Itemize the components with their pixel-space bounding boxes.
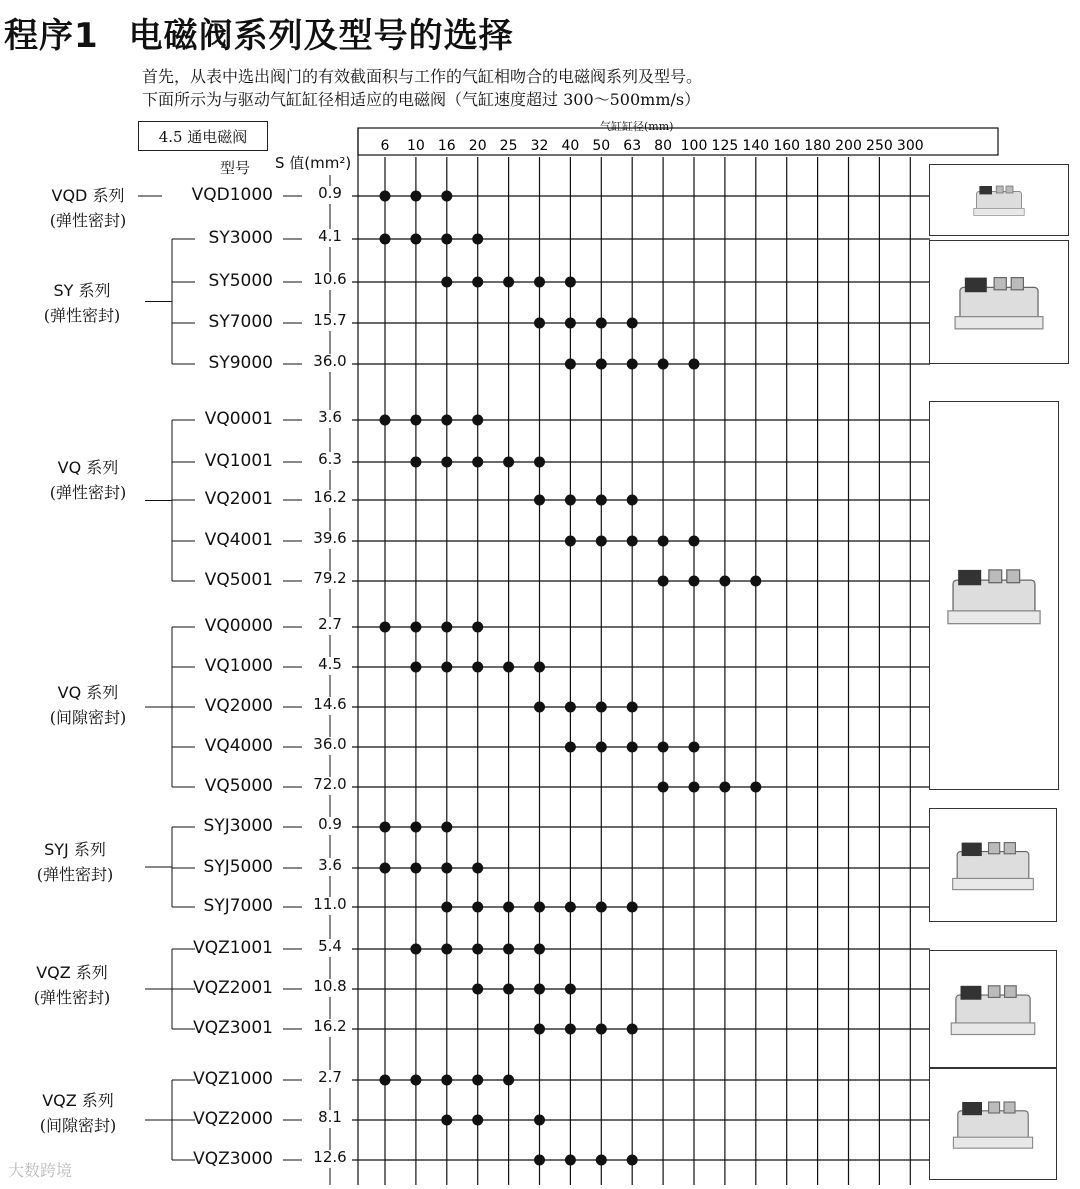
bore-match-dot (565, 318, 576, 329)
s-value: 3.6 (318, 856, 342, 874)
model-label: VQ4000 (204, 736, 273, 756)
bore-match-dot (472, 944, 483, 955)
series-seal-note: (弹性密封) (43, 306, 121, 325)
bore-match-dot (750, 576, 761, 587)
bore-match-dot (565, 984, 576, 995)
bore-match-dot (750, 782, 761, 793)
bore-tick-label: 50 (592, 138, 611, 154)
bore-match-dot (503, 984, 514, 995)
bore-match-dot (627, 536, 638, 547)
bore-tick-label: 300 (896, 138, 924, 154)
s-value: 16.2 (313, 488, 347, 506)
bore-match-dot (689, 782, 700, 793)
bore-tick-label: 6 (380, 138, 390, 154)
s-value: 8.1 (318, 1108, 342, 1126)
single-valve-icon (929, 164, 1069, 236)
s-value: 0.9 (318, 815, 342, 833)
bore-match-dot (410, 863, 421, 874)
s-value: 10.8 (313, 977, 347, 995)
series-seal-note: (间隙密封) (39, 1116, 117, 1135)
bore-match-dot (441, 902, 452, 913)
bore-tick-label: 10 (406, 138, 425, 154)
bore-match-dot (441, 415, 452, 426)
bore-match-dot (627, 1024, 638, 1035)
bore-match-dot (627, 702, 638, 713)
valve-body-icon (929, 808, 1057, 922)
bore-match-dot (534, 277, 545, 288)
model-label: VQ0001 (204, 409, 273, 429)
series-label (28, 183, 148, 233)
bore-match-dot (472, 662, 483, 673)
intro-line-2: 下面所示为与驱动气缸缸径相适应的电磁阀（气缸速度超过 300～500mm/s） (142, 90, 701, 109)
bore-match-dot (596, 359, 607, 370)
bore-match-dot (534, 457, 545, 468)
bore-match-dot (719, 782, 730, 793)
bore-match-dot (534, 702, 545, 713)
bore-match-dot (472, 277, 483, 288)
s-value: 12.6 (313, 1148, 347, 1166)
valve-manifold-icon (929, 1068, 1057, 1180)
bore-match-dot (441, 822, 452, 833)
model-label: VQ5001 (204, 570, 273, 590)
s-value: 6.3 (318, 450, 342, 468)
bore-match-dot (565, 1024, 576, 1035)
bore-match-dot (627, 742, 638, 753)
bore-match-dot (596, 495, 607, 506)
single-valve-icon (929, 950, 1057, 1068)
bore-match-dot (410, 944, 421, 955)
bore-match-dot (380, 191, 391, 202)
model-label: VQZ3000 (193, 1149, 273, 1169)
bore-match-dot (410, 234, 421, 245)
s-value: 15.7 (313, 311, 347, 329)
bore-match-dot (441, 234, 452, 245)
bore-match-dot (689, 742, 700, 753)
bore-match-dot (441, 662, 452, 673)
s-value: 10.6 (313, 270, 347, 288)
bore-match-dot (441, 863, 452, 874)
bore-match-dot (565, 536, 576, 547)
bore-match-dot (596, 702, 607, 713)
model-label: SY5000 (208, 271, 273, 291)
bore-match-dot (380, 822, 391, 833)
bore-match-dot (596, 1155, 607, 1166)
bore-match-dot (565, 495, 576, 506)
bore-axis-title: 气缸缸径(mm) (600, 120, 674, 133)
series-name: SYJ 系列 (44, 840, 106, 859)
bore-tick-label: 63 (623, 138, 642, 154)
bore-match-dot (472, 984, 483, 995)
bore-match-dot (472, 1075, 483, 1086)
bore-match-dot (441, 277, 452, 288)
s-value: 2.7 (318, 615, 342, 633)
model-label: SYJ7000 (203, 896, 273, 916)
s-value: 16.2 (313, 1017, 347, 1035)
bore-match-dot (410, 415, 421, 426)
model-label: VQZ2001 (193, 978, 273, 998)
bore-tick-label: 140 (742, 138, 770, 154)
bore-match-dot (441, 191, 452, 202)
bore-match-dot (472, 457, 483, 468)
bore-match-dot (596, 902, 607, 913)
model-label: VQ4001 (204, 530, 273, 550)
bore-match-dot (534, 495, 545, 506)
bore-match-dot (441, 1115, 452, 1126)
bore-tick-label: 80 (654, 138, 673, 154)
bore-match-dot (534, 318, 545, 329)
s-value: 4.5 (318, 655, 342, 673)
bore-tick-label: 16 (437, 138, 456, 154)
intro-line-1: 首先，从表中选出阀门的有效截面积与工作的气缸相吻合的电磁阀系列及型号。 (142, 67, 703, 86)
bore-match-dot (627, 902, 638, 913)
series-name: VQZ 系列 (42, 1091, 114, 1110)
model-label: VQ5000 (204, 776, 273, 796)
bore-match-dot (658, 576, 669, 587)
model-label: VQ0000 (204, 616, 273, 636)
bore-match-dot (534, 1024, 545, 1035)
bore-match-dot (658, 782, 669, 793)
bore-match-dot (658, 742, 669, 753)
valve-manifold-icon (929, 401, 1059, 790)
bore-match-dot (596, 742, 607, 753)
bore-match-dot (380, 1075, 391, 1086)
bore-match-dot (534, 662, 545, 673)
series-name: VQ 系列 (57, 458, 119, 477)
model-label: SY3000 (208, 228, 273, 248)
bore-match-dot (410, 1075, 421, 1086)
model-label: VQ2000 (204, 696, 273, 716)
series-label (12, 960, 132, 1010)
s-value: 4.1 (318, 227, 342, 245)
bore-match-dot (503, 662, 514, 673)
bore-match-dot (503, 944, 514, 955)
bore-match-dot (565, 902, 576, 913)
bore-match-dot (441, 622, 452, 633)
bore-match-dot (596, 318, 607, 329)
bore-match-dot (472, 622, 483, 633)
bore-match-dot (534, 902, 545, 913)
bore-match-dot (472, 863, 483, 874)
bore-match-dot (472, 1115, 483, 1126)
valve-type-badge: 4.5 通电磁阀 (138, 121, 268, 151)
s-value: 39.6 (313, 529, 347, 547)
bore-match-dot (503, 902, 514, 913)
series-name: VQ 系列 (57, 683, 119, 702)
s-value: 3.6 (318, 408, 342, 426)
bore-tick-label: 180 (804, 138, 831, 154)
model-label: VQ2001 (204, 489, 273, 509)
model-label: VQD1000 (191, 185, 273, 205)
title-text: 电磁阀系列及型号的选择 (128, 16, 514, 56)
bore-match-dot (410, 457, 421, 468)
s-value: 0.9 (318, 184, 342, 202)
s-value-column-header: S 值(mm²) (275, 154, 352, 172)
bore-match-dot (410, 822, 421, 833)
bore-match-dot (534, 984, 545, 995)
s-value: 79.2 (313, 569, 347, 587)
watermark: 大数跨境 (8, 1161, 73, 1180)
bore-match-dot (380, 415, 391, 426)
model-column-header: 型号 (220, 159, 251, 177)
bore-tick-label: 100 (680, 138, 708, 154)
s-value: 11.0 (313, 895, 347, 913)
bore-match-dot (441, 944, 452, 955)
bore-match-dot (627, 318, 638, 329)
bore-tick-label: 200 (835, 138, 862, 154)
bore-match-dot (565, 702, 576, 713)
series-seal-note: (弹性密封) (49, 211, 127, 230)
bore-match-dot (565, 359, 576, 370)
s-value: 72.0 (313, 775, 347, 793)
series-name: VQZ 系列 (36, 963, 108, 982)
series-name: SY 系列 (53, 281, 111, 300)
bore-tick-label: 250 (866, 138, 893, 154)
bore-tick-label: 32 (530, 138, 549, 154)
series-label (15, 837, 135, 887)
series-seal-note: (间隙密封) (49, 708, 127, 727)
series-seal-note: (弹性密封) (33, 988, 111, 1007)
s-value: 36.0 (313, 352, 347, 370)
bore-match-dot (689, 576, 700, 587)
bore-match-dot (565, 277, 576, 288)
model-label: VQ1000 (204, 656, 273, 676)
bore-match-dot (441, 1075, 452, 1086)
model-label: SYJ5000 (203, 857, 273, 877)
s-value: 36.0 (313, 735, 347, 753)
series-seal-note: (弹性密封) (49, 483, 127, 502)
s-value: 14.6 (313, 695, 347, 713)
model-label: VQZ2000 (193, 1109, 273, 1129)
bore-match-dot (472, 234, 483, 245)
bore-match-dot (565, 742, 576, 753)
bore-match-dot (380, 863, 391, 874)
series-label (22, 278, 142, 328)
series-label (28, 680, 148, 730)
bore-match-dot (658, 536, 669, 547)
model-label: VQ1001 (204, 451, 273, 471)
bore-match-dot (658, 359, 669, 370)
bore-match-dot (596, 1024, 607, 1035)
series-label (28, 455, 148, 505)
model-label: SY7000 (208, 312, 273, 332)
bore-match-dot (534, 1155, 545, 1166)
model-label: SY9000 (208, 353, 273, 373)
bore-match-dot (441, 457, 452, 468)
bore-match-dot (565, 1155, 576, 1166)
model-label: VQZ1001 (193, 938, 273, 958)
bore-match-dot (472, 415, 483, 426)
valve-body-icon (929, 240, 1069, 364)
bore-match-dot (503, 1075, 514, 1086)
bore-match-dot (503, 457, 514, 468)
bore-match-dot (627, 1155, 638, 1166)
series-seal-note: (弹性密封) (36, 865, 114, 884)
bore-match-dot (689, 359, 700, 370)
bore-tick-label: 160 (773, 138, 801, 154)
bore-tick-label: 125 (711, 138, 739, 154)
s-value: 5.4 (318, 937, 342, 955)
bore-match-dot (380, 234, 391, 245)
model-label: VQZ3001 (193, 1018, 273, 1038)
bore-tick-label: 20 (468, 138, 487, 154)
bore-match-dot (596, 536, 607, 547)
bore-match-dot (534, 944, 545, 955)
model-label: SYJ3000 (203, 816, 273, 836)
bore-match-dot (627, 359, 638, 370)
bore-match-dot (380, 622, 391, 633)
bore-match-dot (534, 1115, 545, 1126)
bore-match-dot (689, 536, 700, 547)
bore-tick-label: 25 (499, 138, 518, 154)
bore-tick-label: 40 (561, 138, 580, 154)
bore-match-dot (627, 495, 638, 506)
bore-match-dot (410, 662, 421, 673)
s-value: 2.7 (318, 1068, 342, 1086)
series-label (18, 1088, 138, 1138)
bore-match-dot (410, 191, 421, 202)
series-name: VQD 系列 (51, 186, 125, 205)
bore-match-dot (503, 277, 514, 288)
bore-match-dot (472, 902, 483, 913)
bore-match-dot (719, 576, 730, 587)
model-label: VQZ1000 (193, 1069, 273, 1089)
step-label: 程序1 (4, 16, 99, 56)
bore-match-dot (410, 622, 421, 633)
